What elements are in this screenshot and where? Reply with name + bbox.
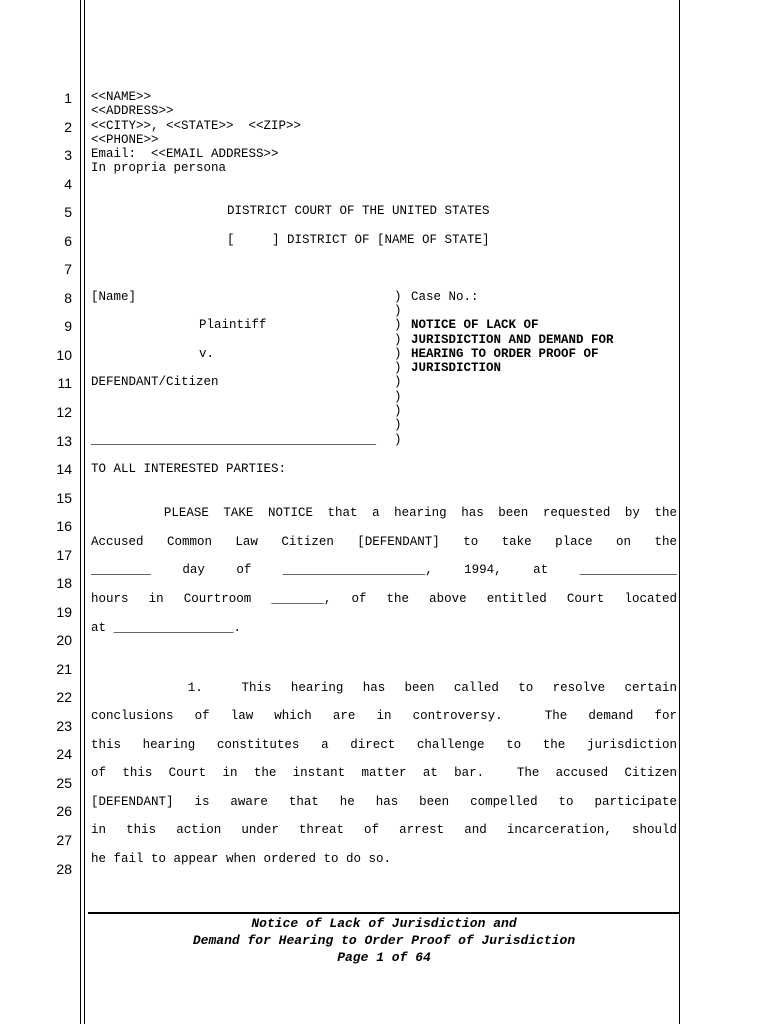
court-district: [ ] DISTRICT OF [NAME OF STATE] (227, 233, 490, 247)
salutation: TO ALL INTERESTED PARTIES: (91, 462, 287, 476)
line-number: 18 (56, 575, 72, 591)
footer-divider (88, 912, 680, 914)
line-number: 25 (56, 775, 72, 791)
left-margin-rule-outer (80, 0, 81, 1024)
caption-bracket: ) (394, 361, 402, 375)
line-number: 4 (64, 176, 72, 192)
caption-underline: ______________________________________ (91, 433, 377, 447)
caption-bracket: ) (394, 390, 402, 404)
paragraph-line: [DEFENDANT] is aware that he has been compelled to participate (91, 795, 677, 809)
versus-label: v. (199, 347, 215, 361)
document-title-line: HEARING TO ORDER PROOF OF (411, 347, 599, 361)
caption-bracket: ) (394, 318, 402, 332)
line-number: 3 (64, 147, 72, 163)
line-number: 27 (56, 832, 72, 848)
caption-bracket: ) (394, 433, 402, 447)
left-margin-rule-inner (84, 0, 85, 1024)
line-number: 16 (56, 518, 72, 534)
footer-page-number: Page 1 of 64 (337, 950, 431, 965)
caption-bracket: ) (394, 375, 402, 389)
line-number: 22 (56, 689, 72, 705)
line-number: 28 (56, 861, 72, 877)
line-number: 6 (64, 233, 72, 249)
paragraph-line: this hearing constitutes a direct challenge to the jurisdiction (91, 738, 677, 752)
caption-bracket: ) (394, 290, 402, 304)
paragraph-line: ________ day of ___________________, 1994, at _____________ (91, 563, 677, 577)
paragraph-line: at ________________. (91, 621, 242, 635)
line-number: 19 (56, 604, 72, 620)
paragraph-line: conclusions of law which are in controversy. The demand for (91, 709, 677, 723)
line-number: 13 (56, 433, 72, 449)
line-number: 17 (56, 547, 72, 563)
party-city-state-zip: <<CITY>>, <<STATE>> <<ZIP>> (91, 119, 302, 133)
footer-title-line1: Notice of Lack of Jurisdiction and (251, 916, 517, 931)
line-number: 12 (56, 404, 72, 420)
line-number: 14 (56, 461, 72, 477)
paragraph-line: 1. This hearing has been called to resolve certain (91, 681, 677, 695)
case-number-label: Case No.: (411, 290, 479, 304)
document-title-line: NOTICE OF LACK OF (411, 318, 539, 332)
plaintiff-name: [Name] (91, 290, 137, 304)
document-title-line: JURISDICTION (411, 361, 502, 375)
paragraph-line: of this Court in the instant matter at bar. The accused Citizen (91, 766, 677, 780)
caption-bracket: ) (394, 304, 402, 318)
line-number: 2 (64, 119, 72, 135)
document-title-line: JURISDICTION AND DEMAND FOR (411, 333, 614, 347)
line-number: 21 (56, 661, 72, 677)
line-number: 7 (64, 261, 72, 277)
party-phone: <<PHONE>> (91, 133, 159, 147)
party-name: <<NAME>> (91, 90, 152, 104)
court-name: DISTRICT COURT OF THE UNITED STATES (227, 204, 490, 218)
line-number: 11 (57, 375, 72, 391)
line-number: 26 (56, 803, 72, 819)
party-email: Email: <<EMAIL ADDRESS>> (91, 147, 279, 161)
line-number: 15 (56, 490, 72, 506)
paragraph-line: Accused Common Law Citizen [DEFENDANT] to take place on the (91, 535, 677, 549)
defendant-name: DEFENDANT/Citizen (91, 375, 219, 389)
line-number: 1 (64, 90, 72, 106)
plaintiff-role: Plaintiff (199, 318, 267, 332)
paragraph-line: he fail to appear when ordered to do so. (91, 852, 392, 866)
line-number: 23 (56, 718, 72, 734)
party-status: In propria persona (91, 161, 227, 175)
line-number: 20 (56, 632, 72, 648)
line-number: 5 (64, 204, 72, 220)
paragraph-line: in this action under threat of arrest and incarceration, should (91, 823, 677, 837)
footer-title-line2: Demand for Hearing to Order Proof of Jurisdiction (192, 933, 576, 948)
line-number: 10 (56, 347, 72, 363)
caption-bracket: ) (394, 418, 402, 432)
line-number: 9 (64, 318, 72, 334)
caption-bracket: ) (394, 404, 402, 418)
paragraph-line: PLEASE TAKE NOTICE that a hearing has been requested by the (91, 506, 677, 520)
caption-bracket: ) (394, 333, 402, 347)
line-number: 24 (56, 746, 72, 762)
caption-bracket: ) (394, 347, 402, 361)
paragraph-line: hours in Courtroom _______, of the above entitled Court located (91, 592, 677, 606)
right-margin-rule (679, 0, 680, 1024)
line-number: 8 (64, 290, 72, 306)
party-address: <<ADDRESS>> (91, 104, 174, 118)
